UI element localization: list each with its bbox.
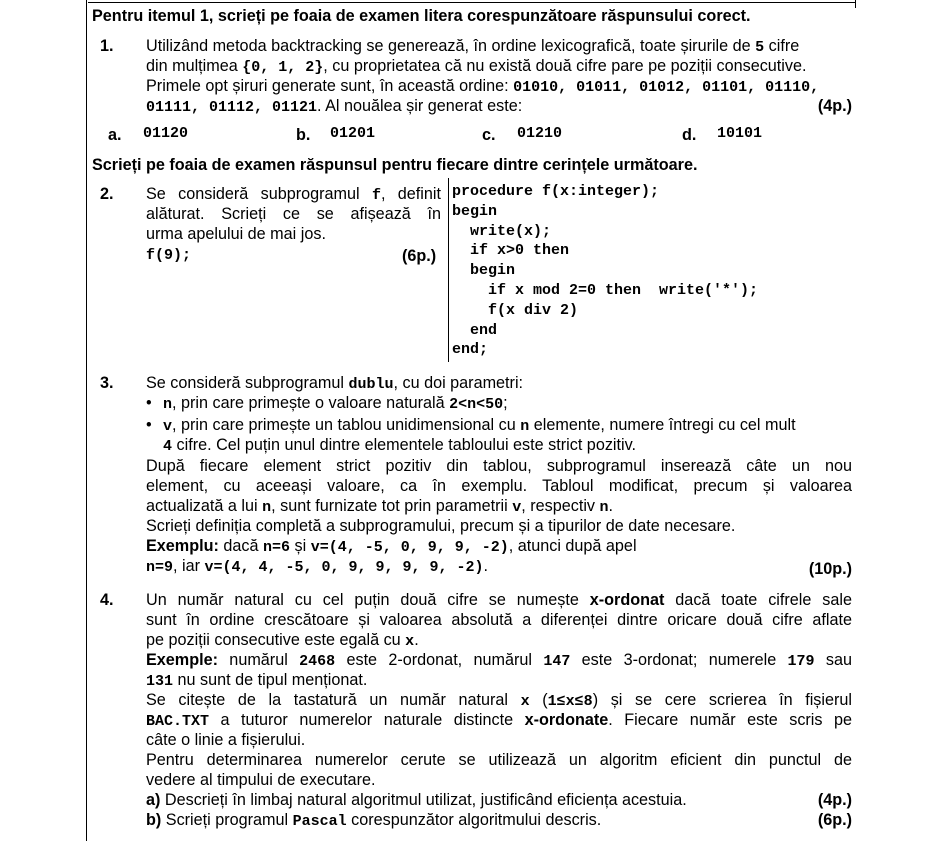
- option-d-letter: d.: [682, 126, 697, 144]
- item2-code: procedure f(x:integer); begin write(x); if x>0 then begin if x mod 2=0 then write('*'); f(x div 2) end end;: [452, 183, 759, 359]
- item3-number: 3.: [100, 374, 114, 392]
- item3-bullet-n: n, prin care primește o valoare naturală 2<n<50;: [163, 394, 508, 413]
- heading-item1: Pentru itemul 1, scrieți pe foaia de examen litera corespunzătoare răspunsului corect.: [92, 7, 751, 25]
- option-d-value: 10101: [717, 125, 763, 142]
- bullet-dot: •: [146, 416, 152, 434]
- item1-points: (4p.): [817, 97, 852, 115]
- item4-number: 4.: [100, 591, 114, 609]
- item4-text: Un număr natural cu cel puțin două cifre se numește x-ordonat dacă toate cifrele sale sunt în ordine crescătoare și valoarea absolută a diferenței dintre oricare două cifre aflate pe poziții consecutive este egală cu x. Exemple: numărul 2468 este 2-ordonat, numărul 147 este 3-ordonat; numerele 179 sau 131 nu sunt de tipul menționat. Se citește de la tastatură un număr natural x (1≤x≤8) și se cere scrierea în fișierul BAC.TXT a tuturor numerelor naturale distincte x-ordonate. Fiecare număr este scris pe câte o linie a fișierului. Pentru determinarea numerelor cerute se utilizează un algoritm eficient din punctul de vedere al timpului de executare. a) Descrieți în limbaj natural algoritmul utilizat, justificând eficiența acestuia. b) Scrieți programul Pascal corespunzător algoritmului descris.: [146, 591, 852, 830]
- bullet-dot: •: [146, 394, 152, 412]
- item1-text: Utilizând metoda backtracking se generează, în ordine lexicografică, toate șirurile de 5 cifre din mulțimea {0, 1, 2}, cu proprietatea că nu există două cifre pare pe poziții consecutive. Primele opt șiruri generate sunt, în această ordine: 01010, 01011, 01012, 01101, 01110, 01111, 01112, 01121. Al nouălea șir generat este:: [146, 37, 820, 116]
- item4a-points: (4p.): [817, 791, 852, 809]
- heading-items: Scrieți pe foaia de examen răspunsul pentru fiecare dintre cerințele următoare.: [92, 156, 698, 174]
- item4b-points: (6p.): [817, 811, 852, 829]
- option-a-letter: a.: [108, 126, 122, 144]
- item3-points: (10p.): [808, 560, 852, 578]
- option-c-value: 01210: [517, 125, 563, 142]
- item3-description: După fiecare element strict pozitiv din tablou, subprogramul inserează câte un nou element, cu aceeași valoare, ca în exemplu. Tabloul modificat, precum și valoarea actualizată a lui n, sunt furnizate tot prin parametrii v, respectiv n. Scrieți definiția completă a subprogramului, precum și a tipurilor de date necesare. Exemplu: dacă n=6 și v=(4, -5, 0, 9, 9, -2), atunci după apel n=9, iar v=(4, 4, -5, 0, 9, 9, 9, 9, -2).: [146, 457, 852, 576]
- code-separator: [448, 178, 449, 362]
- item2-number: 2.: [100, 185, 114, 203]
- item2-text: Se consideră subprogramul f, definit alăturat. Scrieți ce se afișează în urma apelului de mai jos. f(9);: [146, 185, 441, 264]
- item1-number: 1.: [100, 37, 114, 55]
- option-c-letter: c.: [482, 126, 496, 144]
- top-border: [88, 2, 856, 3]
- option-a-value: 01120: [143, 125, 189, 142]
- item3-intro: Se consideră subprogramul dublu, cu doi parametri:: [146, 374, 524, 393]
- option-b-value: 01201: [330, 125, 376, 142]
- item2-points: (6p.): [402, 247, 437, 265]
- option-b-letter: b.: [296, 126, 311, 144]
- item2-call: f(9);: [146, 247, 192, 264]
- left-border: [86, 0, 87, 841]
- item3-bullet-v: v, prin care primește un tablou unidimensional cu n elemente, numere întregi cu cel mult 4 cifre. Cel puțin unul dintre elementele tabloului este strict pozitiv.: [163, 416, 796, 455]
